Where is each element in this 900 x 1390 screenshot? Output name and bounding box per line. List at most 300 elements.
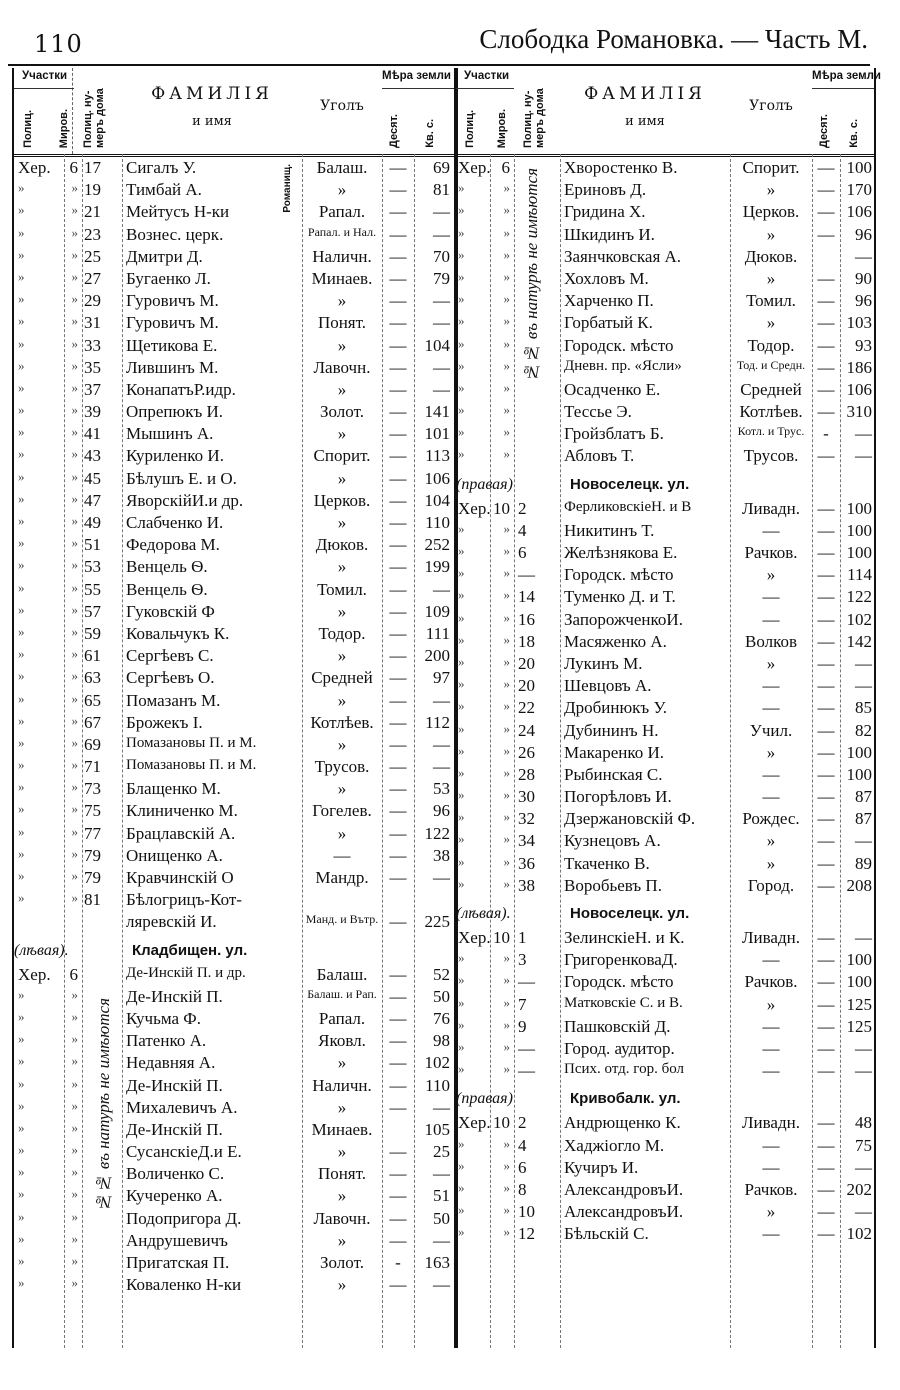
police-district: » xyxy=(458,424,465,440)
square-sazhen: 69 xyxy=(433,158,450,177)
square-sazhen: 100 xyxy=(846,742,872,762)
table-row xyxy=(14,534,454,556)
table-row xyxy=(456,808,874,830)
desyatin: — xyxy=(389,845,407,865)
magistrate-district: » xyxy=(71,335,78,351)
house-number: 28 xyxy=(518,764,535,784)
square-sazhen: 75 xyxy=(855,1135,872,1155)
house-number: 9 xyxy=(518,1016,527,1036)
police-district: » xyxy=(458,1224,465,1240)
corner-street: Лавочн. xyxy=(313,1208,371,1228)
table-row xyxy=(456,786,874,808)
corner-street: — xyxy=(762,520,780,540)
kv-label: Кв. с. xyxy=(424,119,436,148)
table-row xyxy=(14,778,454,800)
square-sazhen: — xyxy=(433,1097,450,1117)
desyatin: — xyxy=(389,964,407,984)
table-row xyxy=(456,764,874,786)
square-sazhen: 38 xyxy=(433,845,450,865)
table-row xyxy=(456,875,874,897)
corner-street: — xyxy=(762,787,780,807)
magistrate-district: » xyxy=(71,734,78,750)
square-sazhen: 96 xyxy=(855,224,872,244)
owner-name: Заянчковская А. xyxy=(564,246,682,266)
owner-name: ЗапорожченкоИ. xyxy=(564,609,683,629)
desyatin: — xyxy=(389,402,407,422)
square-sazhen: 98 xyxy=(433,1031,450,1051)
corner-street: Понят. xyxy=(317,313,367,333)
corner-street: » xyxy=(766,853,776,873)
desyatin: — xyxy=(389,1008,407,1028)
house-number: 20 xyxy=(518,653,535,673)
square-sazhen: — xyxy=(433,379,450,399)
police-district: » xyxy=(458,853,465,869)
table-row xyxy=(14,1141,454,1163)
police-district: » xyxy=(18,535,25,551)
owner-name: Сергѣевъ О. xyxy=(126,668,215,688)
house-number: 7 xyxy=(518,994,527,1014)
police-district: » xyxy=(458,809,465,825)
police-district: » xyxy=(18,513,25,528)
house-number: 71 xyxy=(84,757,101,777)
house-number: 31 xyxy=(84,313,101,333)
owner-name: Мейтусъ Н-ки xyxy=(126,202,230,222)
police-district: » xyxy=(18,557,25,573)
table-row xyxy=(14,1075,454,1097)
no-numbers-note: №№ въ натурѣ не имѣются xyxy=(522,168,541,382)
desyatin: — xyxy=(817,1061,835,1081)
ugol-label: Уголъ xyxy=(320,98,364,114)
magistrate-district: » xyxy=(71,1075,78,1091)
owner-name: Бѣльскій С. xyxy=(564,1224,649,1244)
square-sazhen: 87 xyxy=(855,809,872,829)
corner-street: Дюков. xyxy=(315,535,369,555)
corner-street: » xyxy=(337,468,347,488)
magistrate-district: » xyxy=(71,1186,78,1202)
magistrate-district: » xyxy=(503,809,510,825)
owner-name: Туменко Д. и Т. xyxy=(564,587,676,607)
owner-name: ЯворскійИ.и др. xyxy=(126,490,244,510)
police-district: Хер. xyxy=(458,1113,491,1133)
desyatin: — xyxy=(817,158,835,177)
desyatin: — xyxy=(389,446,407,466)
table-row xyxy=(456,224,874,246)
desyatin: — xyxy=(817,402,835,422)
police-district: » xyxy=(458,764,465,780)
magistrate-district: » xyxy=(503,631,510,647)
square-sazhen: 50 xyxy=(433,986,450,1006)
square-sazhen: — xyxy=(433,1275,450,1295)
page-number: 110 xyxy=(34,30,83,58)
police-district: » xyxy=(458,520,465,536)
house-number: 8 xyxy=(518,1179,527,1199)
owner-name: Дробинюкъ У. xyxy=(564,698,667,718)
table-row xyxy=(456,1135,874,1157)
owner-name: Пашковскій Д. xyxy=(564,1016,671,1036)
desyatin: — xyxy=(817,764,835,784)
table-row xyxy=(14,1163,454,1185)
square-sazhen: — xyxy=(855,1202,872,1222)
desyatin: — xyxy=(389,579,407,599)
desyatin: — xyxy=(389,801,407,821)
table-row xyxy=(456,927,874,949)
corner-street: Рапал. и Нал. xyxy=(307,224,377,239)
house-number: 6 xyxy=(518,1157,527,1177)
police-district: » xyxy=(458,268,465,284)
corner-street: » xyxy=(766,268,776,288)
square-sazhen: — xyxy=(433,291,450,311)
table-row xyxy=(14,1185,454,1207)
street-name: Новоселецк. ул. xyxy=(570,475,690,493)
corner-street: Наличн. xyxy=(312,246,372,266)
corner-street: Город. xyxy=(747,875,795,895)
house-number: 3 xyxy=(518,950,527,970)
owner-name: Никитинъ Т. xyxy=(564,520,655,540)
corner-street: Котлѣев. xyxy=(310,712,374,732)
house-number: 63 xyxy=(84,668,101,688)
corner-street: » xyxy=(337,690,347,710)
house-number: 73 xyxy=(84,779,101,799)
magistrate-district: » xyxy=(503,268,510,284)
magistrate-district: » xyxy=(503,313,510,329)
table-header xyxy=(14,68,454,157)
owner-name: Блащенко М. xyxy=(126,779,221,799)
corner-street: » xyxy=(337,779,347,799)
owner-name: Осадченко Е. xyxy=(564,379,661,399)
table-row xyxy=(14,1252,454,1274)
owner-name: Недавняя А. xyxy=(126,1053,216,1073)
magistrate-district: » xyxy=(71,313,78,329)
magistrate-district: » xyxy=(71,1208,78,1224)
police-district: » xyxy=(18,224,25,240)
police-district: » xyxy=(18,1142,25,1158)
desyatin: — xyxy=(389,246,407,266)
table-row xyxy=(456,1060,874,1082)
square-sazhen: — xyxy=(433,1230,450,1250)
table-row xyxy=(14,1052,454,1074)
magistrate-district: » xyxy=(71,490,78,506)
owner-name: Брацлавскій А. xyxy=(126,823,236,843)
street-section-heading xyxy=(456,468,874,498)
police-district: » xyxy=(18,446,25,462)
magistrate-district: » xyxy=(503,609,510,625)
police-district: » xyxy=(458,676,465,692)
house-number: 18 xyxy=(518,631,535,651)
police-district: » xyxy=(18,357,25,373)
police-district: » xyxy=(18,379,25,395)
magistrate-district: » xyxy=(71,1008,78,1024)
table-row xyxy=(14,335,454,357)
desyatin: — xyxy=(817,268,835,288)
magistrate-district: » xyxy=(71,801,78,817)
desyatin: — xyxy=(817,720,835,740)
police-district: » xyxy=(458,1061,465,1077)
corner-street: » xyxy=(766,653,776,673)
square-sazhen: 79 xyxy=(433,268,450,288)
owner-name: Городск. мѣсто xyxy=(564,335,674,355)
desyatin: — xyxy=(817,1224,835,1244)
owner-name: Бугаенко Л. xyxy=(126,268,211,288)
polits-label: Полиц. xyxy=(464,110,476,148)
desyatin: — xyxy=(389,224,407,244)
table-row xyxy=(14,556,454,578)
street-section-heading xyxy=(456,897,874,927)
house-number: 49 xyxy=(84,513,101,532)
desyatin: — xyxy=(817,520,835,540)
police-district: » xyxy=(18,490,25,506)
desyatin: — xyxy=(817,1038,835,1058)
mirov-label: Миров. xyxy=(58,108,70,148)
corner-street: » xyxy=(766,742,776,762)
magistrate-district: » xyxy=(503,972,510,988)
house-number: 29 xyxy=(84,291,101,311)
square-sazhen: 125 xyxy=(846,1016,872,1036)
square-sazhen: 53 xyxy=(433,779,450,799)
running-title: Слободка Романовка. — Часть М. xyxy=(479,24,868,54)
table-row xyxy=(14,579,454,601)
desyatin: — xyxy=(389,313,407,333)
house-number: — xyxy=(518,1061,535,1081)
street-name: Кладбищен. ул. xyxy=(132,941,248,959)
corner-street: Тод. и Средн. xyxy=(736,357,806,372)
owner-name: Воличенко С. xyxy=(126,1164,225,1184)
corner-street: — xyxy=(762,609,780,629)
police-district: » xyxy=(458,994,465,1010)
corner-street: Ливадн. xyxy=(742,498,800,518)
table-row xyxy=(14,986,454,1008)
square-sazhen: 202 xyxy=(846,1179,872,1199)
police-district: Хер. xyxy=(458,928,491,947)
square-sazhen: — xyxy=(855,424,872,444)
police-district: » xyxy=(18,986,25,1002)
table-row xyxy=(14,357,454,379)
table-row xyxy=(456,1179,874,1201)
owner-name: ФерликовскіеН. и В xyxy=(564,498,692,515)
magistrate-district: » xyxy=(503,246,510,262)
house-number: 2 xyxy=(518,1113,527,1133)
house-number: 4 xyxy=(518,520,527,540)
police-district: » xyxy=(458,742,465,758)
corner-street: » xyxy=(337,1097,347,1117)
magistrate-district: » xyxy=(71,513,78,528)
corner-street: Спорит. xyxy=(742,158,800,177)
square-sazhen: 110 xyxy=(425,1075,450,1095)
magistrate-district: 6 xyxy=(69,964,78,984)
police-district: » xyxy=(18,868,25,883)
owner-name: Опрепюкъ И. xyxy=(126,402,224,422)
house-number: 16 xyxy=(518,609,535,629)
square-sazhen: 90 xyxy=(855,268,872,288)
table-row xyxy=(456,401,874,423)
table-row xyxy=(456,971,874,993)
table-row xyxy=(14,1230,454,1252)
house-number: 39 xyxy=(84,402,101,422)
corner-street: Тодор. xyxy=(318,623,366,643)
table-row xyxy=(14,756,454,778)
owner-name: ГригоренковаД. xyxy=(564,950,678,970)
owner-name: Федорова М. xyxy=(126,535,220,555)
magistrate-district: » xyxy=(503,424,510,440)
magistrate-district: » xyxy=(503,1202,510,1218)
desyatin: — xyxy=(389,424,407,444)
house-number: 37 xyxy=(84,379,101,399)
police-district: » xyxy=(18,1119,25,1135)
owner-name: Лукинъ М. xyxy=(564,653,643,673)
table-row xyxy=(14,312,454,334)
desyatin: — xyxy=(389,535,407,555)
corner-street: » xyxy=(766,313,776,333)
square-sazhen: 252 xyxy=(424,535,450,555)
owner-name: Коваленко Н-ки xyxy=(126,1275,242,1295)
square-sazhen: — xyxy=(433,357,450,377)
square-sazhen: — xyxy=(855,1157,872,1177)
house-number: 79 xyxy=(84,868,101,887)
owner-name: Помазанъ М. xyxy=(126,690,221,710)
desyatin: — xyxy=(389,912,407,932)
police-district: » xyxy=(18,468,25,484)
magistrate-district: » xyxy=(503,543,510,558)
corner-street: Средней xyxy=(311,668,373,688)
desyat-label: Десят. xyxy=(388,114,400,148)
house-number: 2 xyxy=(518,498,527,518)
owner-name: Шкидинъ И. xyxy=(564,224,655,244)
table-row xyxy=(456,290,874,312)
left-rows xyxy=(14,157,454,1296)
desyatin: — xyxy=(389,158,407,177)
table-row xyxy=(14,1208,454,1230)
police-district: » xyxy=(18,712,25,728)
square-sazhen: — xyxy=(433,313,450,333)
house-number: 30 xyxy=(518,787,535,807)
magistrate-district: » xyxy=(503,565,510,581)
corner-street: » xyxy=(766,224,776,244)
ugol-label: Уголъ xyxy=(749,98,793,114)
house-number: 67 xyxy=(84,712,101,732)
police-district: » xyxy=(18,779,25,795)
corner-street: Балаш. xyxy=(316,158,368,177)
corner-street: » xyxy=(337,379,347,399)
magistrate-district: 10 xyxy=(493,928,510,947)
magistrate-district: » xyxy=(503,587,510,603)
street-section-heading xyxy=(456,1082,874,1112)
street-side: (правая) xyxy=(456,475,513,493)
police-district: » xyxy=(458,565,465,581)
desyatin: — xyxy=(817,1157,835,1177)
corner-street: » xyxy=(766,994,776,1014)
owner-name: Дзержановскій Ф. xyxy=(564,809,696,829)
corner-street: » xyxy=(337,513,347,532)
table-row xyxy=(14,1008,454,1030)
police-district: » xyxy=(458,1179,465,1195)
owner-name: Дмитри Д. xyxy=(126,246,203,266)
police-district: » xyxy=(18,734,25,750)
square-sazhen: 89 xyxy=(855,853,872,873)
square-sazhen: 48 xyxy=(855,1113,872,1133)
owner-name: Гройзблатъ Б. xyxy=(564,424,664,444)
owner-name: Помазановы П. и М. xyxy=(126,734,257,751)
magistrate-district: » xyxy=(503,291,510,307)
police-district: » xyxy=(18,180,25,196)
uchastki-label: Участки xyxy=(22,70,68,82)
magistrate-district: » xyxy=(71,468,78,484)
owner-name: Хохловъ М. xyxy=(564,268,649,288)
square-sazhen: 102 xyxy=(846,609,872,629)
desyatin: — xyxy=(389,1097,407,1117)
owner-name: Хаджіогло М. xyxy=(564,1135,665,1155)
corner-street: » xyxy=(337,601,347,621)
square-sazhen: 82 xyxy=(855,720,872,740)
table-row xyxy=(456,498,874,520)
magistrate-district: » xyxy=(71,1031,78,1047)
owner-name: Бѣлогрицъ-Кот- xyxy=(126,890,242,910)
magistrate-district: » xyxy=(71,1097,78,1113)
magistrate-district: 6 xyxy=(69,158,78,177)
table-row xyxy=(456,994,874,1016)
police-district: » xyxy=(458,402,465,418)
magistrate-district: » xyxy=(71,690,78,706)
magistrate-district: » xyxy=(503,764,510,780)
magistrate-district: » xyxy=(71,868,78,883)
magistrate-district: » xyxy=(503,1179,510,1195)
table-row xyxy=(456,586,874,608)
square-sazhen: — xyxy=(433,1164,450,1184)
square-sazhen: 200 xyxy=(424,646,450,666)
magistrate-district: » xyxy=(503,335,510,351)
magistrate-district: » xyxy=(71,224,78,240)
magistrate-district: » xyxy=(503,676,510,692)
police-district: » xyxy=(458,357,465,373)
corner-street: Трусов. xyxy=(314,757,370,777)
owner-name: Дневн. пр. «Ясли» xyxy=(564,357,682,374)
police-district: » xyxy=(18,1275,25,1291)
magistrate-district: » xyxy=(503,202,510,218)
house-number: 69 xyxy=(84,734,101,754)
police-district: » xyxy=(458,1135,465,1151)
police-district: » xyxy=(18,757,25,773)
table-row xyxy=(14,712,454,734)
corner-street: Золот. xyxy=(320,402,364,422)
owner-name: Масяженко А. xyxy=(564,631,667,651)
police-district: » xyxy=(458,787,465,803)
owner-name: Вознес. церк. xyxy=(126,224,224,244)
desyatin: — xyxy=(389,180,407,200)
police-district: » xyxy=(458,246,465,262)
corner-street: » xyxy=(337,291,347,311)
owner-name: Де-Инскій П. xyxy=(126,1119,223,1139)
desyatin: — xyxy=(389,335,407,355)
corner-street: — xyxy=(762,1224,780,1244)
corner-street: — xyxy=(762,676,780,696)
magistrate-district: » xyxy=(503,357,510,373)
table-row xyxy=(14,800,454,822)
corner-street: » xyxy=(337,1186,347,1206)
square-sazhen: 208 xyxy=(846,875,872,895)
police-district: » xyxy=(18,291,25,307)
desyatin: — xyxy=(817,676,835,696)
table-row xyxy=(14,601,454,623)
desyatin: — xyxy=(389,202,407,222)
corner-street: — xyxy=(762,1157,780,1177)
owner-name: Городск. мѣсто xyxy=(564,565,674,585)
magistrate-district: » xyxy=(71,1275,78,1291)
desyatin: — xyxy=(389,357,407,377)
house-number: 20 xyxy=(518,676,535,696)
house-number: 23 xyxy=(84,224,101,244)
police-district: » xyxy=(18,668,25,684)
owner-name: Венцель Ѳ. xyxy=(126,579,208,599)
owner-name: ЗелинскіеН. и К. xyxy=(564,928,685,947)
owner-name: Желѣзнякова Е. xyxy=(564,543,678,562)
